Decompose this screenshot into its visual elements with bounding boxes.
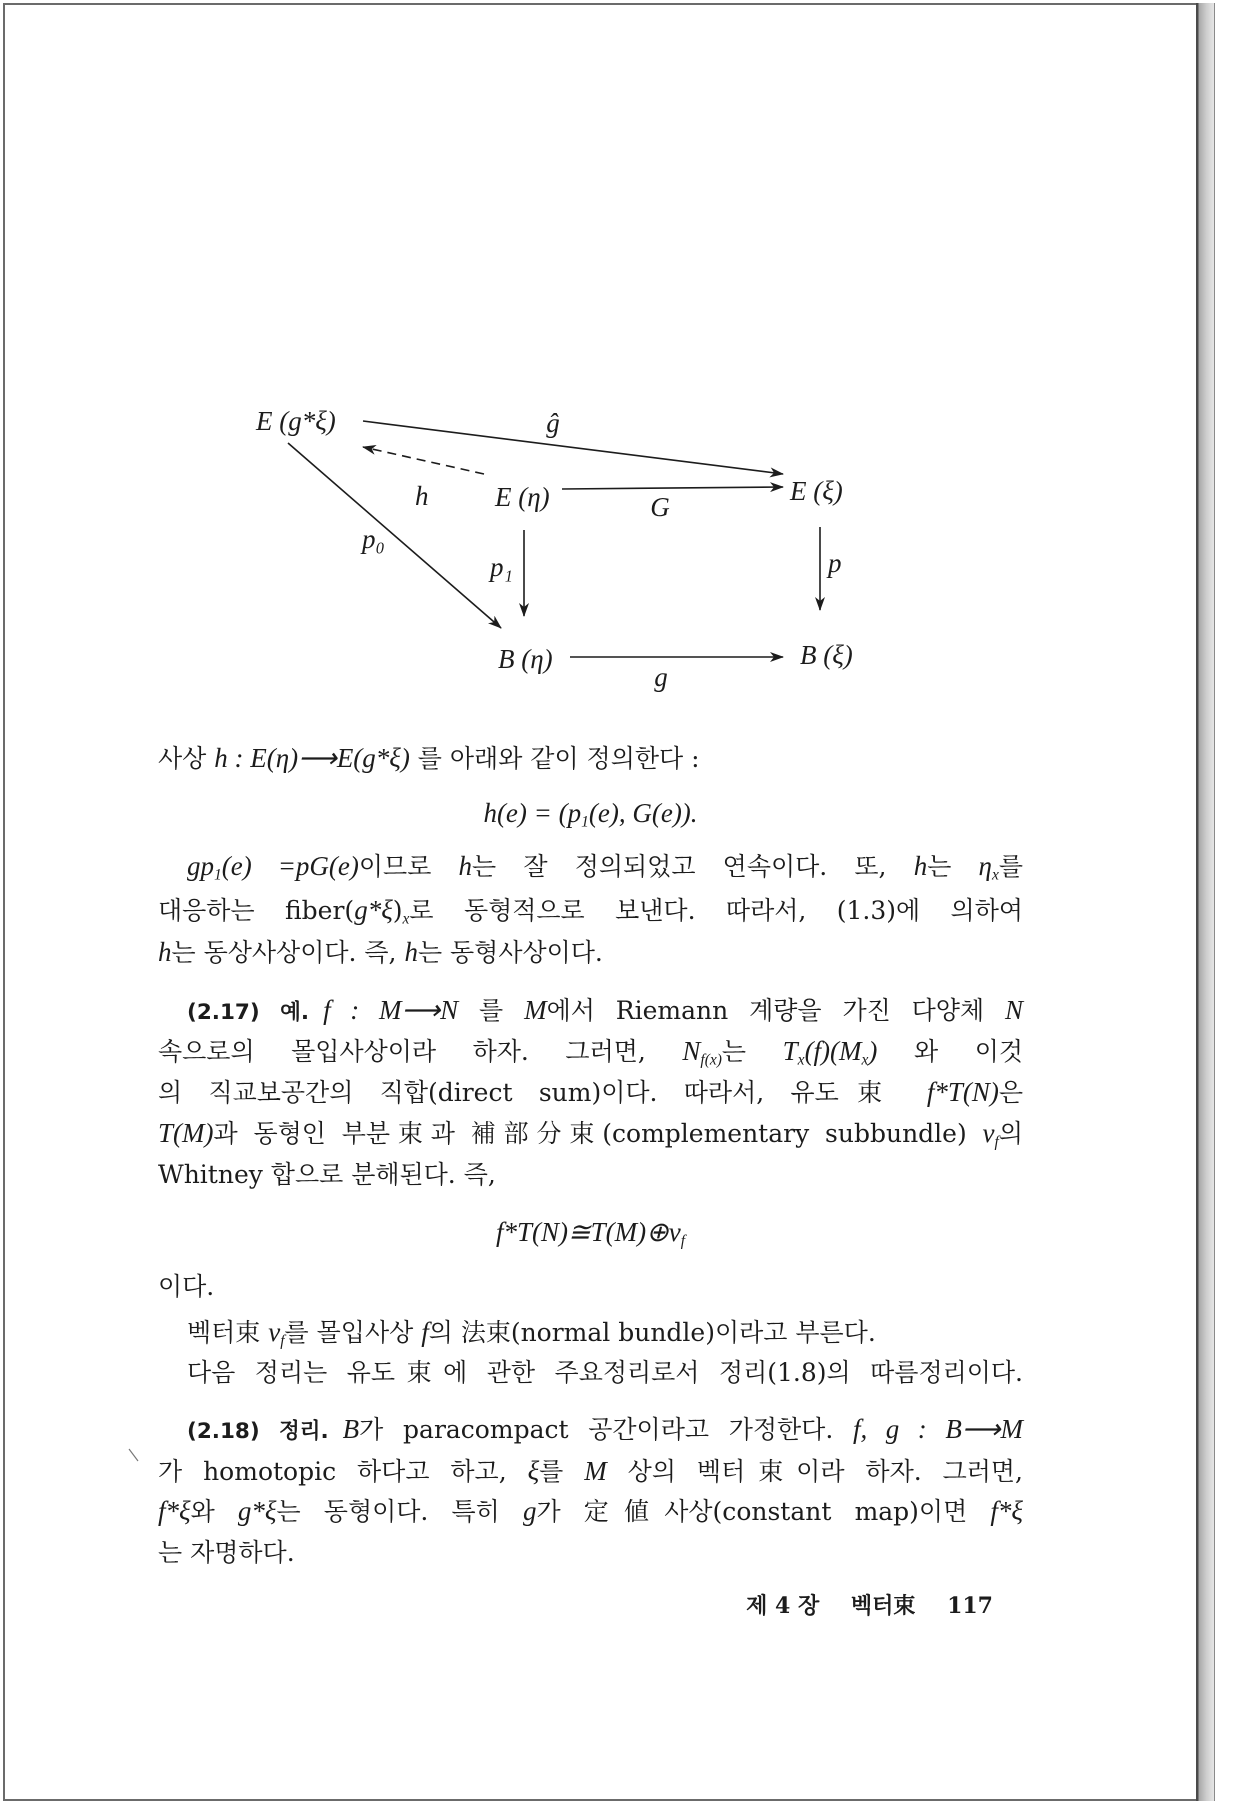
math-run: (e), G(e)).	[588, 798, 698, 828]
bold-label: (2.18) 정리.	[187, 1419, 329, 1444]
math-run: T(M)	[158, 1118, 214, 1148]
arrow-g-hat	[363, 421, 783, 474]
math-run: f*ξ	[158, 1496, 191, 1526]
text-run: 와 이것	[877, 1037, 1023, 1066]
math-subscript: x	[402, 910, 410, 928]
chapter-number: 제 4 장	[746, 1593, 820, 1619]
math-run: B	[342, 1414, 360, 1444]
text-run: 를	[998, 852, 1023, 881]
scan-mark	[129, 1449, 138, 1461]
math-run: T	[782, 1036, 798, 1066]
text-run: 의	[998, 1119, 1023, 1148]
math-run: N	[1005, 995, 1024, 1025]
math-run: η	[978, 851, 992, 881]
label-p0: p₀	[362, 524, 385, 554]
math-run: f*T(N)	[926, 1077, 999, 1107]
text-line	[158, 1493, 1023, 1529]
math-run: g*ξ	[354, 895, 393, 925]
text-run: 이므로	[358, 852, 459, 881]
math-run: )	[868, 1036, 878, 1066]
text-run: 가 定値사상(constant map)이면	[536, 1497, 991, 1526]
math-subscript: f	[994, 1133, 999, 1151]
math-subscript: 1	[214, 866, 222, 884]
arrow-G	[562, 487, 783, 489]
text-line	[158, 1269, 1023, 1305]
text-run: 를	[458, 996, 525, 1025]
text-line	[158, 1453, 1023, 1489]
arrow-h-dashed	[363, 447, 484, 474]
bold-label: (2.17) 예.	[187, 1000, 310, 1025]
text-run: 의 法束(normal bundle)이라고 부른다.	[428, 1318, 876, 1347]
math-run: g*ξ	[237, 1496, 277, 1526]
text-run: 는 동상사상이다. 즉,	[171, 938, 405, 967]
text-run: 은	[998, 1078, 1023, 1107]
page-number: 117	[947, 1593, 993, 1619]
text-line	[158, 1535, 1023, 1571]
text-run: 상의 벡터束이라 하자. 그러면,	[606, 1457, 1023, 1486]
label-G: G	[650, 492, 670, 522]
text-line	[158, 1314, 1023, 1350]
label-h: h	[415, 481, 429, 511]
theorem-heading-line	[158, 1411, 1023, 1447]
math-run: h : E(η)⟶E(g*ξ)	[214, 743, 410, 773]
label-E-pullback: E (g*ξ)	[256, 406, 336, 436]
math-subscript: f	[680, 1232, 686, 1250]
text-run: 의 직교보공간의 직합(direct sum)이다. 따라서, 유도束	[158, 1078, 927, 1107]
chapter-title: 벡터束	[850, 1593, 916, 1619]
text-run: 는 잘 정의되었고 연속이다. 또,	[472, 852, 914, 881]
math-run: f*T(N)≅T(M)⊕ν	[495, 1217, 681, 1247]
math-subscript: 1	[581, 813, 589, 831]
text-run: 와	[190, 1497, 238, 1526]
label-B-eta: B (η)	[498, 644, 553, 674]
math-run: h	[913, 851, 928, 881]
math-run: g	[522, 1496, 537, 1526]
display-equation	[158, 795, 1023, 831]
label-g: g	[654, 662, 668, 692]
math-run: M	[524, 995, 547, 1025]
text-run: 속으로의 몰입사상이라 하자. 그러면,	[158, 1037, 683, 1066]
text-run: 를 몰입사상	[284, 1318, 422, 1347]
math-run: M	[584, 1456, 607, 1486]
text-run: )	[392, 896, 403, 925]
text-run: 는	[721, 1037, 783, 1066]
math-run: ξ	[527, 1456, 540, 1486]
text-run: 대응하는 fiber(	[158, 896, 355, 925]
text-run: 는	[927, 852, 979, 881]
text-line	[158, 740, 1023, 776]
text-run: 는 자명하다.	[158, 1538, 295, 1567]
text-line	[158, 1074, 1023, 1110]
math-run: h	[158, 937, 172, 967]
text-run: 로 동형적으로 보낸다. 따라서, (1.3)에 의하여	[409, 896, 1023, 925]
math-run: f, g : B⟶M	[853, 1414, 1024, 1444]
text-line	[158, 892, 1023, 928]
label-E-xi: E (ξ)	[790, 476, 843, 506]
text-run: 가 homotopic 하다고 하고,	[158, 1457, 528, 1486]
math-run: (f)(M	[804, 1036, 862, 1066]
text-line	[158, 848, 1023, 884]
text-run: 다음 정리는 유도束에 관한 주요정리로서 정리(1.8)의 따름정리이다.	[187, 1358, 1023, 1387]
text-run: 를 아래와 같이 정의한다 :	[409, 744, 700, 773]
math-run: (e) =pG(e)	[221, 851, 359, 881]
text-run: 벡터束	[187, 1318, 269, 1347]
label-p: p	[828, 548, 842, 578]
text-line	[158, 1355, 1023, 1391]
text-line	[158, 934, 1023, 970]
text-run: 는 동형사상이다.	[417, 938, 603, 967]
math-run: f : M⟶N	[323, 995, 459, 1025]
example-heading-line	[158, 992, 1023, 1028]
label-g-hat: ĝ	[546, 408, 560, 438]
text-line	[158, 1115, 1023, 1151]
text-run: 에서 Riemann 계량을 가진 다양체	[546, 996, 1005, 1025]
math-subscript: f	[280, 1332, 285, 1350]
text-run: 가 paracompact 공간이라고 가정한다.	[359, 1415, 853, 1444]
math-run: N	[682, 1036, 701, 1066]
text-line	[158, 1033, 1023, 1069]
math-run: ν	[982, 1118, 995, 1148]
display-equation	[158, 1214, 1023, 1250]
math-run: f*ξ	[990, 1496, 1023, 1526]
math-run: f	[421, 1317, 429, 1347]
math-subscript: f(x)	[700, 1051, 722, 1069]
label-p1: p₁	[490, 552, 513, 582]
label-B-xi: B (ξ)	[800, 640, 853, 670]
math-run: ν	[268, 1317, 281, 1347]
text-run: Whitney 합으로 분해된다. 즉,	[158, 1160, 496, 1189]
text-line	[158, 1157, 1023, 1193]
text-run: 는 동형이다. 특히	[276, 1497, 523, 1526]
label-E-eta: E (η)	[495, 482, 550, 512]
math-run: h(e) = (p	[483, 798, 582, 828]
math-subscript: x	[797, 1051, 805, 1069]
math-run: h	[404, 937, 418, 967]
text-run: 과 동형인 부분束과 補部分束(complementary subbundle)	[213, 1119, 983, 1148]
math-subscript: x	[991, 866, 999, 884]
math-subscript: x	[861, 1051, 869, 1069]
text-run: 이다.	[158, 1272, 215, 1301]
text-run: 를	[539, 1457, 585, 1486]
running-footer	[680, 1588, 993, 1624]
math-run: gp	[187, 851, 214, 881]
math-run: h	[458, 851, 473, 881]
text-run: 사상	[158, 744, 215, 773]
